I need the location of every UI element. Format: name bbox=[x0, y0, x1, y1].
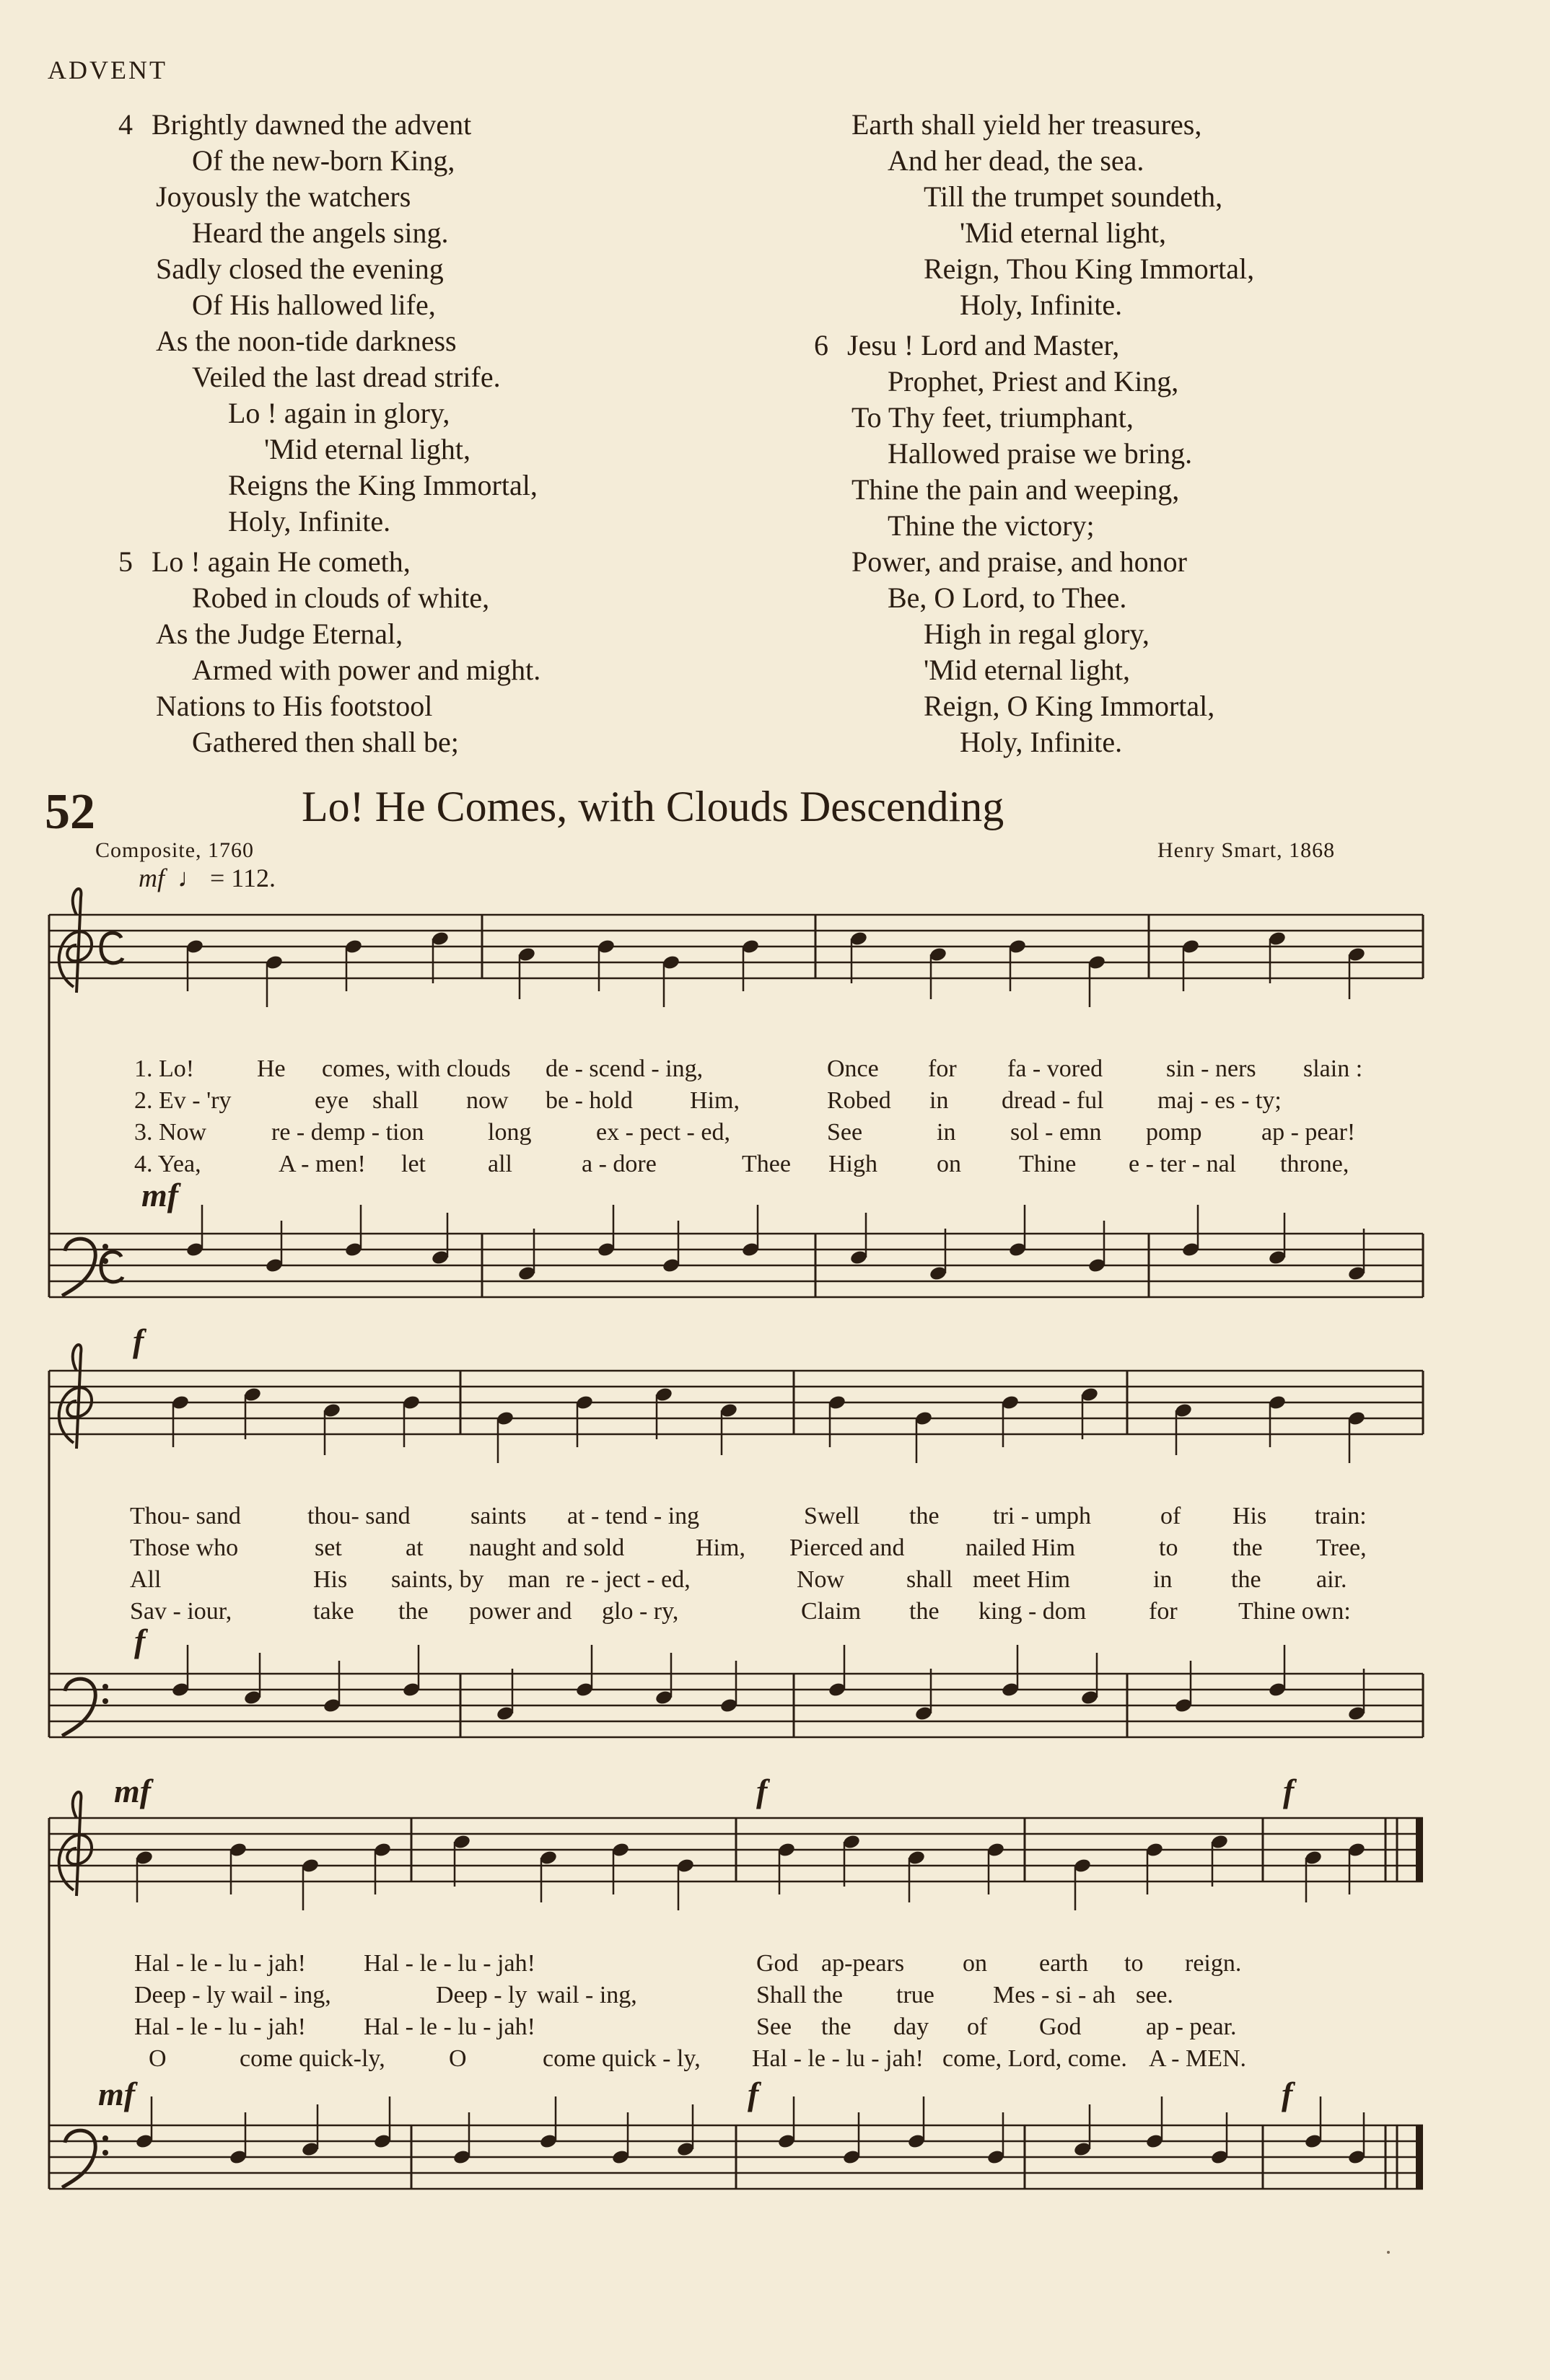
lyric-syllable: Shall the bbox=[756, 1982, 843, 2008]
stanza-text: Thine the victory; bbox=[888, 509, 1095, 542]
lyric-syllable: saints bbox=[470, 1503, 527, 1529]
lyric-syllable: Him, bbox=[696, 1534, 745, 1561]
stanza-text: And her dead, the sea. bbox=[888, 144, 1144, 177]
lyric-syllable: sin - ners bbox=[1166, 1055, 1256, 1082]
lyric-syllable: day bbox=[893, 2014, 929, 2040]
lyric-syllable: sol - emn bbox=[1010, 1119, 1102, 1146]
page-speck bbox=[1387, 2251, 1390, 2254]
stanza-text: Prophet, Priest and King, bbox=[888, 365, 1179, 398]
lyric-syllable: see. bbox=[1136, 1982, 1173, 2008]
lyric-syllable: the bbox=[1232, 1534, 1263, 1561]
bass-clef-dot bbox=[102, 2150, 108, 2156]
lyric-syllable: of bbox=[1160, 1503, 1181, 1529]
stanza-text: Reign, Thou King Immortal, bbox=[924, 253, 1255, 285]
lyric-syllable: slain : bbox=[1303, 1055, 1363, 1082]
lyric-syllable: God bbox=[756, 1950, 799, 1977]
lyric-syllable: eye bbox=[315, 1087, 349, 1114]
lyric-syllable: His bbox=[1232, 1503, 1267, 1529]
stanza-text: 'Mid eternal light, bbox=[924, 654, 1131, 686]
lyric-syllable: Deep - ly bbox=[134, 1982, 226, 2008]
lyric-syllable: maj - es - ty; bbox=[1157, 1087, 1282, 1114]
stanza-text: Holy, Infinite. bbox=[960, 289, 1123, 321]
treble-clef-icon bbox=[59, 1345, 92, 1449]
lyric-syllable: come quick - ly, bbox=[543, 2045, 701, 2072]
dynamic-s3-treble: mf bbox=[114, 1773, 152, 1809]
lyric-syllable: dread - ful bbox=[1002, 1087, 1104, 1114]
dynamic-s3-bass-f2: f bbox=[1282, 2076, 1293, 2112]
lyric-syllable: shall bbox=[372, 1087, 419, 1114]
lyric-syllable: man bbox=[508, 1566, 551, 1593]
lyric-syllable: in bbox=[1153, 1566, 1173, 1593]
bass-clef-icon bbox=[62, 2130, 95, 2187]
lyric-syllable: the bbox=[821, 2014, 851, 2040]
lyric-syllable: reign. bbox=[1185, 1950, 1242, 1977]
stanza-text: Lo ! again in glory, bbox=[228, 397, 450, 429]
lyric-syllable: the bbox=[398, 1598, 429, 1625]
stanza-text: Reign, O King Immortal, bbox=[924, 690, 1215, 722]
dynamic-s3-treble-f2: f bbox=[1283, 1773, 1295, 1809]
bass-clef-icon bbox=[62, 1239, 95, 1296]
lyric-syllable: for bbox=[1149, 1598, 1178, 1625]
stanza-text: Of His hallowed life, bbox=[192, 289, 436, 321]
lyric-syllable: glo - ry, bbox=[602, 1598, 679, 1625]
bass-clef-dot bbox=[102, 1698, 108, 1704]
lyric-syllable: His bbox=[313, 1566, 348, 1593]
hymn-number: 52 bbox=[45, 784, 95, 840]
lyric-syllable: Those who bbox=[130, 1534, 239, 1561]
lyric-syllable: throne, bbox=[1280, 1151, 1349, 1177]
lyric-syllable: Now bbox=[797, 1566, 845, 1593]
stanza-number: 5 bbox=[118, 545, 133, 578]
lyric-syllable: All bbox=[130, 1566, 162, 1593]
lyric-syllable: come, Lord, come. bbox=[942, 2045, 1127, 2072]
lyric-syllable: at - tend - ing bbox=[567, 1503, 700, 1529]
lyric-syllable: e - ter - nal bbox=[1129, 1151, 1237, 1177]
lyric-syllable: on bbox=[963, 1950, 987, 1977]
lyric-syllable: shall bbox=[906, 1566, 953, 1593]
lyric-syllable: Deep - ly bbox=[436, 1982, 527, 2008]
lyric-syllable: Sav - iour, bbox=[130, 1598, 232, 1625]
stanza-text: 'Mid eternal light, bbox=[960, 216, 1167, 249]
stanza-text: Till the trumpet soundeth, bbox=[924, 180, 1223, 213]
bass-clef-dot bbox=[102, 1244, 108, 1250]
lyric-syllable: true bbox=[896, 1982, 934, 2008]
lyric-syllable: to bbox=[1159, 1534, 1178, 1561]
lyric-syllable: tri - umph bbox=[993, 1503, 1091, 1529]
lyric-syllable: Him, bbox=[690, 1087, 740, 1114]
stanza-text: Hallowed praise we bring. bbox=[888, 437, 1193, 470]
stanza-text: Sadly closed the evening bbox=[156, 253, 444, 285]
lyric-syllable: 1. Lo! bbox=[134, 1055, 195, 1082]
lyric-syllable: A - men! bbox=[279, 1151, 366, 1177]
lyric-syllable: 4. Yea, bbox=[134, 1151, 201, 1177]
lyric-syllable: Once bbox=[827, 1055, 879, 1082]
words-credit: Composite, 1760 bbox=[95, 838, 255, 862]
lyric-syllable: 2. Ev - 'ry bbox=[134, 1087, 232, 1114]
treble-clef-icon bbox=[59, 889, 92, 993]
hymn-title: Lo! He Comes, with Clouds Descending bbox=[302, 783, 1004, 830]
lyric-syllable: now bbox=[466, 1087, 509, 1114]
lyric-syllable: set bbox=[315, 1534, 342, 1561]
lyric-syllable: O bbox=[449, 2045, 467, 2072]
tempo-marking: mf ♩ = 112. bbox=[139, 864, 276, 892]
lyric-syllable: Thine bbox=[1019, 1151, 1077, 1177]
lyric-syllable: Hal - le - lu - jah! bbox=[134, 1950, 306, 1977]
bass-clef-dot bbox=[102, 1684, 108, 1690]
common-time-icon bbox=[101, 1252, 123, 1282]
lyric-syllable: Hal - le - lu - jah! bbox=[364, 1950, 535, 1977]
stanza-text: Robed in clouds of white, bbox=[192, 581, 490, 614]
lyric-syllable: See bbox=[756, 2014, 792, 2040]
stanza-text: Brightly dawned the advent bbox=[152, 108, 472, 141]
lyric-syllable: in bbox=[937, 1119, 956, 1146]
lyric-syllable: meet Him bbox=[973, 1566, 1071, 1593]
lyric-syllable: Hal - le - lu - jah! bbox=[752, 2045, 924, 2072]
stanza-text: Holy, Infinite. bbox=[960, 726, 1123, 758]
section-header: ADVENT bbox=[48, 56, 167, 84]
dynamic-s3-treble-f1: f bbox=[756, 1773, 768, 1809]
lyric-syllable: the bbox=[909, 1598, 940, 1625]
lyric-syllable: ap-pears bbox=[821, 1950, 905, 1977]
stanza-text: As the noon-tide darkness bbox=[156, 325, 457, 357]
stanza-text: Thine the pain and weeping, bbox=[851, 473, 1180, 506]
lyric-syllable: let bbox=[401, 1151, 426, 1177]
stanza-text: Joyously the watchers bbox=[156, 180, 411, 213]
stanza-text: Of the new-born King, bbox=[192, 144, 455, 177]
lyric-syllable: He bbox=[257, 1055, 286, 1082]
lyric-syllable: 3. Now bbox=[134, 1119, 207, 1146]
lyric-syllable: wail - ing, bbox=[537, 1982, 637, 2008]
stanza-text: 'Mid eternal light, bbox=[264, 433, 471, 465]
dynamic-s3-bass-f1: f bbox=[748, 2076, 759, 2112]
lyric-syllable: fa - vored bbox=[1007, 1055, 1103, 1082]
lyric-syllable: the bbox=[909, 1503, 940, 1529]
stanza-text: Holy, Infinite. bbox=[228, 505, 391, 537]
lyric-syllable: wail - ing, bbox=[231, 1982, 331, 2008]
stanza-text: Jesu ! Lord and Master, bbox=[847, 329, 1120, 361]
tempo-dynamic: mf bbox=[139, 864, 165, 892]
lyric-syllable: air. bbox=[1316, 1566, 1347, 1593]
lyric-syllable: come quick-ly, bbox=[240, 2045, 385, 2072]
final-barline bbox=[1416, 2125, 1423, 2189]
lyric-syllable: king - dom bbox=[978, 1598, 1087, 1625]
dynamic-s2-bass: f bbox=[134, 1622, 146, 1659]
stanza-number: 4 bbox=[118, 108, 133, 141]
lyric-syllable: Robed bbox=[827, 1087, 891, 1114]
lyric-syllable: naught and sold bbox=[469, 1534, 625, 1561]
lyric-syllable: ap - pear! bbox=[1261, 1119, 1356, 1146]
stanza-text: Nations to His footstool bbox=[156, 690, 433, 722]
dynamic-s2-treble: f bbox=[133, 1322, 144, 1359]
music-credit: Henry Smart, 1868 bbox=[1157, 838, 1336, 862]
stanza-text: Gathered then shall be; bbox=[192, 726, 459, 758]
lyric-syllable: power and bbox=[469, 1598, 572, 1625]
bass-clef-dot bbox=[102, 2135, 108, 2141]
lyric-syllable: pomp bbox=[1146, 1119, 1202, 1146]
lyric-syllable: Claim bbox=[801, 1598, 862, 1625]
lyric-syllable: be - hold bbox=[546, 1087, 633, 1114]
lyric-syllable: Thine own: bbox=[1238, 1598, 1351, 1625]
lyric-syllable: re - demp - tion bbox=[271, 1119, 424, 1146]
lyric-syllable: the bbox=[1231, 1566, 1261, 1593]
lyric-syllable: nailed Him bbox=[966, 1534, 1076, 1561]
lyric-syllable: all bbox=[488, 1151, 512, 1177]
lyric-syllable: Mes - si - ah bbox=[993, 1982, 1116, 2008]
lyric-syllable: of bbox=[967, 2014, 988, 2040]
stanza-text: As the Judge Eternal, bbox=[156, 618, 403, 650]
stanza-text: Lo ! again He cometh, bbox=[152, 545, 411, 578]
lyric-syllable: earth bbox=[1039, 1950, 1088, 1977]
lyric-syllable: See bbox=[827, 1119, 863, 1146]
lyric-syllable: to bbox=[1124, 1950, 1144, 1977]
lyric-syllable: Thou- sand bbox=[130, 1503, 241, 1529]
lyric-syllable: comes, with clouds bbox=[322, 1055, 511, 1082]
treble-clef-icon bbox=[59, 1792, 92, 1896]
common-time-icon bbox=[101, 933, 123, 963]
stanza-text: Be, O Lord, to Thee. bbox=[888, 581, 1127, 614]
lyric-syllable: Swell bbox=[804, 1503, 860, 1529]
lyric-syllable: ap - pear. bbox=[1146, 2014, 1237, 2040]
lyric-syllable: a - dore bbox=[582, 1151, 657, 1177]
stanza-text: Reigns the King Immortal, bbox=[228, 469, 538, 501]
lyric-syllable: Tree, bbox=[1316, 1534, 1367, 1561]
dynamic-s1-bass: mf bbox=[141, 1177, 179, 1213]
lyric-syllable: take bbox=[313, 1598, 354, 1625]
lyric-syllable: ex - pect - ed, bbox=[596, 1119, 730, 1146]
stanza-text: To Thy feet, triumphant, bbox=[851, 401, 1134, 434]
lyric-syllable: de - scend - ing, bbox=[546, 1055, 704, 1082]
final-barline bbox=[1416, 1818, 1423, 1881]
tempo-value: = 112. bbox=[210, 864, 276, 892]
lyric-syllable: for bbox=[928, 1055, 957, 1082]
lyric-syllable: Hal - le - lu - jah! bbox=[134, 2014, 306, 2040]
stanza-text: Earth shall yield her treasures, bbox=[851, 108, 1202, 141]
stanza-text: Veiled the last dread strife. bbox=[192, 361, 501, 393]
lyric-syllable: High bbox=[828, 1151, 877, 1177]
lyric-syllable: thou- sand bbox=[307, 1503, 411, 1529]
lyric-syllable: Pierced and bbox=[789, 1534, 905, 1561]
bass-clef-icon bbox=[62, 1679, 95, 1736]
lyric-syllable: God bbox=[1039, 2014, 1082, 2040]
lyric-syllable: at bbox=[406, 1534, 424, 1561]
stanza-text: Armed with power and might. bbox=[192, 654, 541, 686]
lyric-syllable: on bbox=[937, 1151, 961, 1177]
stanza-number: 6 bbox=[814, 329, 828, 361]
stanza-text: High in regal glory, bbox=[924, 618, 1150, 650]
lyric-syllable: Thee bbox=[742, 1151, 791, 1177]
lyric-syllable: in bbox=[929, 1087, 949, 1114]
lyric-syllable: Hal - le - lu - jah! bbox=[364, 2014, 535, 2040]
stanza-text: Power, and praise, and honor bbox=[851, 545, 1187, 578]
lyric-syllable: re - ject - ed, bbox=[566, 1566, 691, 1593]
stanza-text: Heard the angels sing. bbox=[192, 216, 449, 249]
lyric-syllable: long bbox=[488, 1119, 532, 1146]
lyric-syllable: A - MEN. bbox=[1149, 2045, 1247, 2072]
lyric-syllable: saints, by bbox=[391, 1566, 484, 1593]
lyric-syllable: O bbox=[149, 2045, 167, 2072]
lyric-syllable: train: bbox=[1315, 1503, 1367, 1529]
dynamic-s3-bass: mf bbox=[98, 2076, 136, 2112]
